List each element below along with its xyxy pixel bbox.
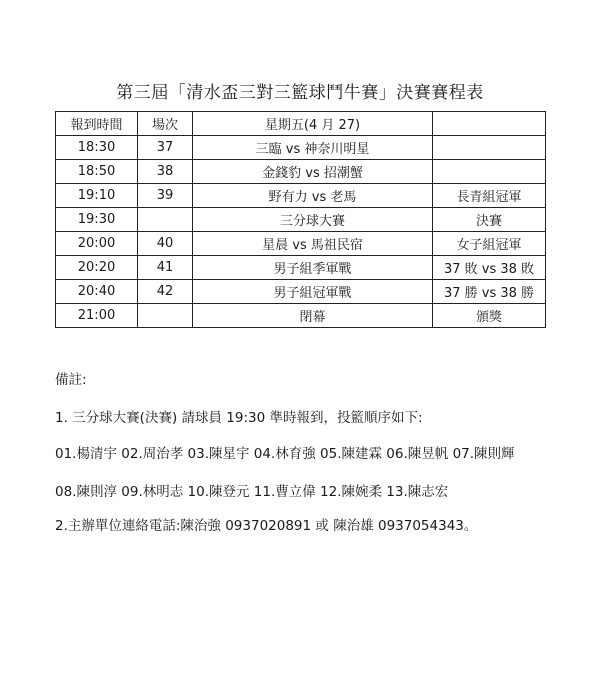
cell-game: 37 (138, 136, 193, 160)
cell-time: 18:30 (56, 136, 138, 160)
table-row (56, 304, 546, 328)
cell-match: 星晨 vs 馬祖民宿 (193, 232, 433, 256)
cell-note: 長青組冠軍 (433, 184, 546, 208)
cell-note: 女子組冠軍 (433, 232, 546, 256)
shooting-order-line-2: 08.陳則淳 09.林明志 10.陳登元 11.曹立偉 12.陳婉柔 13.陳志宏 (55, 484, 449, 500)
note-item-2: 2.主辦單位連絡電話:陳治強 0937020891 或 陳治雄 0937054343。 (55, 518, 478, 534)
cell-game: 38 (138, 160, 193, 184)
page-title: 第三屆「清水盃三對三籃球鬥牛賽」決賽賽程表 (116, 83, 484, 103)
cell-game (138, 304, 193, 328)
cell-game: 42 (138, 280, 193, 304)
cell-time: 20:40 (56, 280, 138, 304)
schedule-table (55, 111, 546, 328)
table-row (56, 160, 546, 184)
cell-time: 20:20 (56, 256, 138, 280)
cell-time: 19:30 (56, 208, 138, 232)
cell-game: 40 (138, 232, 193, 256)
header-match: 星期五(4 月 27) (193, 112, 433, 136)
cell-time: 21:00 (56, 304, 138, 328)
cell-match: 三分球大賽 (193, 208, 433, 232)
shooting-order-line-1: 01.楊清宇 02.周治孝 03.陳星宇 04.林育強 05.陳建霖 06.陳昱帆 07.陳則輝 (55, 446, 515, 462)
cell-match: 男子組季軍戰 (193, 256, 433, 280)
cell-time: 18:50 (56, 160, 138, 184)
cell-time: 20:00 (56, 232, 138, 256)
notes-heading: 備註: (55, 372, 87, 388)
cell-note: 頒獎 (433, 304, 546, 328)
table-row (56, 184, 546, 208)
cell-match: 閉幕 (193, 304, 433, 328)
table-row (56, 136, 546, 160)
cell-game: 39 (138, 184, 193, 208)
header-time: 報到時間 (56, 112, 138, 136)
cell-game (138, 208, 193, 232)
note-item-1: 1. 三分球大賽(決賽) 請球員 19:30 準時報到，投籃順序如下: (55, 410, 423, 426)
table-row (56, 208, 546, 232)
cell-note (433, 136, 546, 160)
cell-note: 37 敗 vs 38 敗 (433, 256, 546, 280)
cell-match: 野有力 vs 老馬 (193, 184, 433, 208)
table-row (56, 280, 546, 304)
cell-note: 決賽 (433, 208, 546, 232)
cell-game: 41 (138, 256, 193, 280)
cell-time: 19:10 (56, 184, 138, 208)
header-note (433, 112, 546, 136)
cell-match: 三臨 vs 神奈川明星 (193, 136, 433, 160)
table-row (56, 232, 546, 256)
header-game: 場次 (138, 112, 193, 136)
table-header-row (56, 112, 546, 136)
table-row (56, 256, 546, 280)
cell-note: 37 勝 vs 38 勝 (433, 280, 546, 304)
cell-match: 金錢豹 vs 招潮蟹 (193, 160, 433, 184)
cell-note (433, 160, 546, 184)
cell-match: 男子組冠軍戰 (193, 280, 433, 304)
